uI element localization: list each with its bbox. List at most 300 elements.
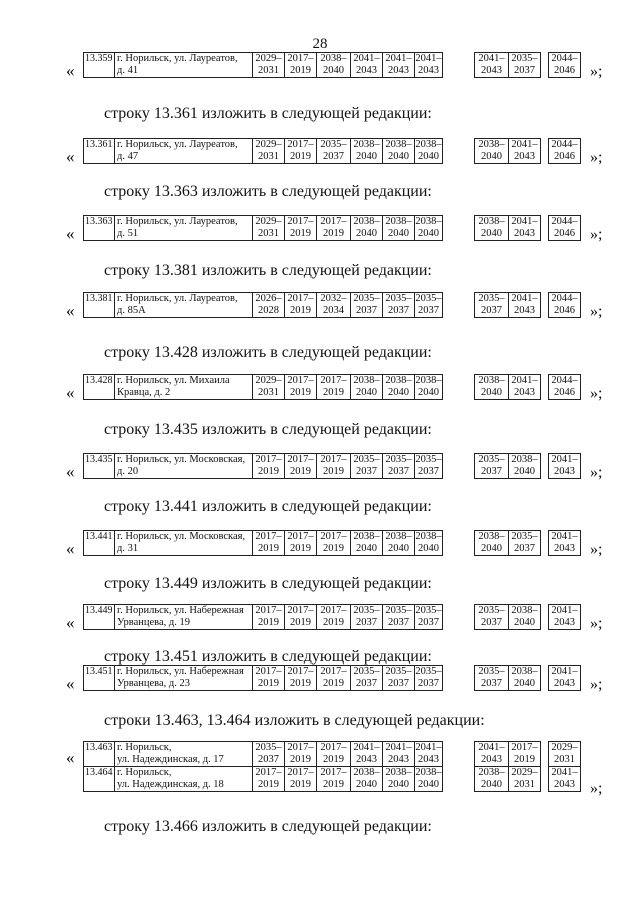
address-line-2: д. 51 — [117, 228, 139, 239]
year-end: 2037 — [514, 65, 535, 76]
address-line-2: Кравца, д. 2 — [117, 387, 171, 398]
row-number: 13.463 — [84, 742, 115, 767]
year-cell — [351, 605, 383, 630]
year-end: 2019 — [290, 387, 311, 398]
year-end: 2019 — [290, 678, 311, 689]
year-end: 2019 — [290, 228, 311, 239]
year-end: 2031 — [258, 151, 279, 162]
closing-quote: »; — [590, 615, 603, 632]
replacement-table — [83, 530, 581, 556]
replacement-table — [83, 52, 581, 78]
year-start: 2035– — [478, 454, 505, 465]
address-cell — [115, 454, 253, 479]
year-cell — [253, 454, 285, 479]
row-number: 13.441 — [84, 531, 115, 556]
year-start: 2044– — [551, 375, 578, 386]
opening-quote: « — [66, 613, 75, 632]
year-cell — [541, 454, 549, 479]
year-start: 2017– — [255, 767, 282, 778]
year-start: 2038– — [478, 767, 505, 778]
year-end: 2019 — [258, 779, 279, 790]
year-cell — [475, 139, 509, 164]
year-end: 2040 — [481, 779, 502, 790]
year-end: 2019 — [258, 617, 279, 628]
opening-quote: « — [66, 224, 75, 243]
year-cell — [443, 605, 475, 630]
year-start: 2041– — [511, 216, 538, 227]
address-line-1: г. Норильск, ул. Набережная — [117, 666, 244, 677]
year-cell — [549, 767, 581, 792]
year-cell — [285, 293, 317, 318]
year-end: 2034 — [323, 305, 344, 316]
year-start: 2041– — [415, 742, 442, 753]
address-cell — [115, 216, 253, 241]
year-cell — [549, 375, 581, 400]
year-cell — [317, 666, 351, 691]
year-start: 2017– — [255, 531, 282, 542]
year-cell — [415, 531, 443, 556]
year-cell — [415, 454, 443, 479]
year-end: 2043 — [514, 151, 535, 162]
year-start: 2044– — [551, 216, 578, 227]
year-cell — [383, 53, 415, 78]
year-start: 2041– — [551, 454, 578, 465]
year-end: 2040 — [514, 678, 535, 689]
address-line-1: г. Норильск, ул. Лауреатов, — [117, 293, 238, 304]
year-start: 2038– — [385, 375, 412, 386]
year-end: 2043 — [554, 779, 575, 790]
year-start: 2038– — [415, 139, 442, 150]
year-start: 2041– — [551, 767, 578, 778]
row-number: 13.381 — [84, 293, 115, 318]
year-cell — [253, 666, 285, 691]
year-start: 2017– — [287, 375, 314, 386]
year-start: 2035– — [415, 605, 442, 616]
year-start: 2038– — [511, 605, 538, 616]
row-block-13-435 — [66, 453, 626, 485]
year-cell — [351, 139, 383, 164]
opening-quote: « — [66, 147, 75, 166]
year-cell — [549, 454, 581, 479]
year-end: 2043 — [388, 65, 409, 76]
year-end: 2019 — [290, 754, 311, 765]
amendment-heading: строку 13.451 изложить в следующей редакции: — [104, 648, 432, 665]
year-start: 2035– — [478, 293, 505, 304]
year-end: 2043 — [514, 305, 535, 316]
year-cell — [351, 216, 383, 241]
year-start: 2017– — [320, 605, 347, 616]
year-start: 2035– — [511, 531, 538, 542]
year-end: 2037 — [356, 466, 377, 477]
year-cell — [475, 53, 509, 78]
amendment-heading: строку 13.441 изложить в следующей редакции: — [104, 498, 432, 515]
year-end: 2019 — [290, 466, 311, 477]
replacement-table — [83, 604, 581, 630]
opening-quote: « — [66, 61, 75, 80]
year-end: 2043 — [554, 466, 575, 477]
address-line-2: ул. Надеждинская, д. 18 — [117, 779, 224, 790]
year-cell — [541, 666, 549, 691]
year-start: 2038– — [385, 767, 412, 778]
year-cell — [475, 742, 509, 767]
address-cell — [115, 742, 253, 767]
year-start: 2035– — [320, 139, 347, 150]
year-cell — [509, 605, 541, 630]
year-cell — [317, 742, 351, 767]
year-start: 2038– — [478, 531, 505, 542]
row-block-13-463-13-464 — [66, 741, 626, 801]
address-cell — [115, 375, 253, 400]
year-start: 2038– — [353, 216, 380, 227]
amendment-heading: строку 13.361 изложить в следующей редакции: — [104, 105, 432, 122]
year-cell — [549, 742, 581, 767]
address-cell — [115, 767, 253, 792]
year-cell — [549, 666, 581, 691]
year-end: 2046 — [554, 228, 575, 239]
year-cell — [415, 139, 443, 164]
year-end: 2046 — [554, 151, 575, 162]
year-start: 2035– — [415, 454, 442, 465]
year-cell — [541, 375, 549, 400]
year-cell — [285, 53, 317, 78]
year-start: 2029– — [511, 767, 538, 778]
year-start: 2029– — [255, 216, 282, 227]
address-line-2: д. 47 — [117, 151, 139, 162]
year-start: 2017– — [287, 531, 314, 542]
year-end: 2019 — [290, 65, 311, 76]
replacement-table — [83, 374, 581, 400]
closing-quote: »; — [590, 464, 603, 481]
year-cell — [415, 767, 443, 792]
year-end: 2019 — [290, 151, 311, 162]
year-cell — [383, 139, 415, 164]
year-end: 2019 — [258, 678, 279, 689]
address-line-2: Урванцева, д. 19 — [117, 617, 190, 628]
address-line-2: Урванцева, д. 23 — [117, 678, 190, 689]
year-start: 2017– — [255, 666, 282, 677]
row-number: 13.464 — [84, 767, 115, 792]
year-start: 2038– — [385, 216, 412, 227]
year-end: 2037 — [356, 678, 377, 689]
year-end: 2031 — [554, 754, 575, 765]
year-cell — [415, 666, 443, 691]
year-cell — [443, 293, 475, 318]
year-cell — [541, 216, 549, 241]
year-start: 2017– — [320, 666, 347, 677]
year-end: 2037 — [481, 466, 502, 477]
year-cell — [351, 666, 383, 691]
row-block-13-428 — [66, 374, 626, 406]
replacement-table — [83, 215, 581, 241]
year-cell — [351, 53, 383, 78]
closing-quote: »; — [590, 676, 603, 693]
year-end: 2019 — [323, 754, 344, 765]
address-line-2: ул. Надеждинская, д. 17 — [117, 754, 224, 765]
year-cell — [253, 605, 285, 630]
year-cell — [285, 531, 317, 556]
address-line-1: г. Норильск, — [117, 767, 172, 778]
year-start: 2041– — [511, 375, 538, 386]
row-number: 13.451 — [84, 666, 115, 691]
year-end: 2043 — [356, 65, 377, 76]
year-start: 2017– — [287, 666, 314, 677]
opening-quote: « — [66, 462, 75, 481]
year-end: 2040 — [323, 65, 344, 76]
year-end: 2019 — [514, 754, 535, 765]
year-end: 2043 — [554, 678, 575, 689]
row-block-13-451 — [66, 665, 626, 697]
year-start: 2041– — [551, 531, 578, 542]
year-cell — [285, 454, 317, 479]
year-cell — [443, 53, 475, 78]
year-cell — [509, 531, 541, 556]
year-cell — [415, 216, 443, 241]
year-start: 2026– — [255, 293, 282, 304]
year-end: 2040 — [356, 151, 377, 162]
year-end: 2037 — [356, 305, 377, 316]
year-end: 2031 — [514, 779, 535, 790]
year-start: 2032– — [320, 293, 347, 304]
year-cell — [383, 531, 415, 556]
year-start: 2035– — [385, 293, 412, 304]
replacement-table — [83, 741, 581, 792]
year-end: 2028 — [258, 305, 279, 316]
amendment-heading: строки 13.463, 13.464 изложить в следующей редакции: — [104, 712, 485, 729]
year-start: 2041– — [353, 742, 380, 753]
year-cell — [351, 742, 383, 767]
year-cell — [383, 375, 415, 400]
year-cell — [415, 605, 443, 630]
year-end: 2019 — [290, 543, 311, 554]
year-cell — [253, 216, 285, 241]
year-cell — [541, 767, 549, 792]
row-block-13-361 — [66, 138, 626, 170]
year-end: 2040 — [514, 466, 535, 477]
year-start: 2038– — [353, 767, 380, 778]
year-start: 2041– — [511, 293, 538, 304]
year-start: 2035– — [353, 454, 380, 465]
closing-quote: »; — [590, 385, 603, 402]
year-cell — [285, 767, 317, 792]
year-end: 2037 — [356, 617, 377, 628]
year-end: 2043 — [514, 228, 535, 239]
year-end: 2043 — [554, 543, 575, 554]
address-cell — [115, 531, 253, 556]
year-cell — [509, 767, 541, 792]
year-start: 2035– — [385, 605, 412, 616]
year-cell — [475, 666, 509, 691]
row-block-13-441 — [66, 530, 626, 562]
year-cell — [509, 666, 541, 691]
amendment-heading: строку 13.466 изложить в следующей редакции: — [104, 818, 432, 835]
year-start: 2041– — [478, 742, 505, 753]
year-cell — [285, 216, 317, 241]
year-cell — [383, 293, 415, 318]
year-end: 2040 — [418, 387, 439, 398]
year-start: 2017– — [287, 742, 314, 753]
year-start: 2035– — [511, 53, 538, 64]
year-end: 2040 — [418, 151, 439, 162]
closing-quote: »; — [590, 226, 603, 243]
year-cell — [475, 605, 509, 630]
year-cell — [549, 139, 581, 164]
opening-quote: « — [66, 539, 75, 558]
year-end: 2037 — [514, 543, 535, 554]
year-cell — [541, 293, 549, 318]
year-end: 2040 — [418, 779, 439, 790]
year-start: 2044– — [551, 53, 578, 64]
year-end: 2043 — [481, 754, 502, 765]
year-cell — [317, 531, 351, 556]
year-end: 2019 — [323, 228, 344, 239]
year-start: 2038– — [478, 375, 505, 386]
year-cell — [541, 53, 549, 78]
address-cell — [115, 139, 253, 164]
year-cell — [541, 605, 549, 630]
year-cell — [253, 139, 285, 164]
year-start: 2029– — [255, 375, 282, 386]
year-cell — [475, 375, 509, 400]
year-start: 2035– — [353, 605, 380, 616]
year-cell — [317, 293, 351, 318]
year-end: 2043 — [388, 754, 409, 765]
year-cell — [475, 293, 509, 318]
address-line-2: д. 41 — [117, 65, 139, 76]
address-cell — [115, 53, 253, 78]
year-end: 2037 — [481, 617, 502, 628]
replacement-table — [83, 138, 581, 164]
year-end: 2040 — [356, 543, 377, 554]
year-end: 2040 — [481, 387, 502, 398]
year-start: 2017– — [320, 454, 347, 465]
year-cell — [285, 666, 317, 691]
year-start: 2038– — [415, 216, 442, 227]
year-end: 2046 — [554, 387, 575, 398]
year-start: 2035– — [478, 666, 505, 677]
year-cell — [549, 293, 581, 318]
year-end: 2040 — [514, 617, 535, 628]
year-start: 2038– — [478, 216, 505, 227]
year-start: 2038– — [385, 139, 412, 150]
year-end: 2037 — [258, 754, 279, 765]
amendment-heading: строку 13.381 изложить в следующей редакции: — [104, 262, 432, 279]
address-cell — [115, 605, 253, 630]
year-cell — [509, 375, 541, 400]
year-cell — [509, 53, 541, 78]
year-end: 2031 — [258, 228, 279, 239]
year-cell — [549, 216, 581, 241]
year-start: 2017– — [320, 375, 347, 386]
page-number: 28 — [312, 36, 328, 52]
year-cell — [317, 454, 351, 479]
year-end: 2046 — [554, 65, 575, 76]
row-number: 13.363 — [84, 216, 115, 241]
closing-quote: »; — [590, 303, 603, 320]
year-end: 2037 — [418, 617, 439, 628]
row-block-13-359 — [66, 52, 626, 84]
amendment-heading: строку 13.435 изложить в следующей редакции: — [104, 421, 432, 438]
year-cell — [351, 454, 383, 479]
year-cell — [475, 531, 509, 556]
row-number: 13.449 — [84, 605, 115, 630]
year-cell — [317, 216, 351, 241]
year-start: 2038– — [353, 375, 380, 386]
year-start: 2035– — [385, 666, 412, 677]
year-start: 2035– — [353, 666, 380, 677]
year-cell — [475, 454, 509, 479]
year-end: 2040 — [481, 228, 502, 239]
year-start: 2017– — [287, 605, 314, 616]
year-cell — [317, 375, 351, 400]
year-end: 2043 — [418, 65, 439, 76]
year-start: 2038– — [320, 53, 347, 64]
closing-quote: »; — [590, 63, 603, 80]
year-end: 2043 — [356, 754, 377, 765]
year-cell — [383, 216, 415, 241]
year-cell — [541, 139, 549, 164]
year-start: 2038– — [511, 666, 538, 677]
year-start: 2017– — [320, 216, 347, 227]
year-start: 2017– — [255, 454, 282, 465]
year-cell — [509, 216, 541, 241]
year-cell — [415, 293, 443, 318]
year-end: 2019 — [323, 779, 344, 790]
year-start: 2038– — [353, 531, 380, 542]
opening-quote: « — [66, 748, 75, 767]
address-line-1: г. Норильск, ул. Лауреатов, — [117, 139, 238, 150]
year-start: 2038– — [415, 767, 442, 778]
year-end: 2019 — [290, 305, 311, 316]
year-cell — [253, 53, 285, 78]
year-end: 2040 — [356, 228, 377, 239]
year-end: 2037 — [418, 305, 439, 316]
year-cell — [383, 666, 415, 691]
year-cell — [351, 531, 383, 556]
year-end: 2037 — [481, 678, 502, 689]
year-cell — [415, 53, 443, 78]
year-cell — [285, 375, 317, 400]
year-start: 2029– — [551, 742, 578, 753]
year-start: 2017– — [320, 767, 347, 778]
year-cell — [285, 605, 317, 630]
year-start: 2038– — [353, 139, 380, 150]
replacement-table — [83, 292, 581, 318]
year-end: 2040 — [388, 151, 409, 162]
year-cell — [253, 531, 285, 556]
year-cell — [351, 767, 383, 792]
replacement-table — [83, 453, 581, 479]
year-start: 2035– — [385, 454, 412, 465]
year-start: 2029– — [255, 53, 282, 64]
year-cell — [317, 53, 351, 78]
closing-quote: »; — [590, 541, 603, 558]
year-cell — [383, 742, 415, 767]
year-cell — [549, 531, 581, 556]
year-cell — [443, 742, 475, 767]
year-end: 2043 — [481, 65, 502, 76]
year-cell — [253, 767, 285, 792]
year-cell — [351, 375, 383, 400]
year-end: 2019 — [258, 543, 279, 554]
year-start: 2035– — [255, 742, 282, 753]
year-start: 2029– — [255, 139, 282, 150]
year-cell — [285, 139, 317, 164]
replacement-table — [83, 665, 581, 691]
year-end: 2019 — [258, 466, 279, 477]
year-start: 2017– — [287, 293, 314, 304]
address-line-2: д. 85А — [117, 305, 146, 316]
address-line-1: г. Норильск, ул. Набережная — [117, 605, 244, 616]
